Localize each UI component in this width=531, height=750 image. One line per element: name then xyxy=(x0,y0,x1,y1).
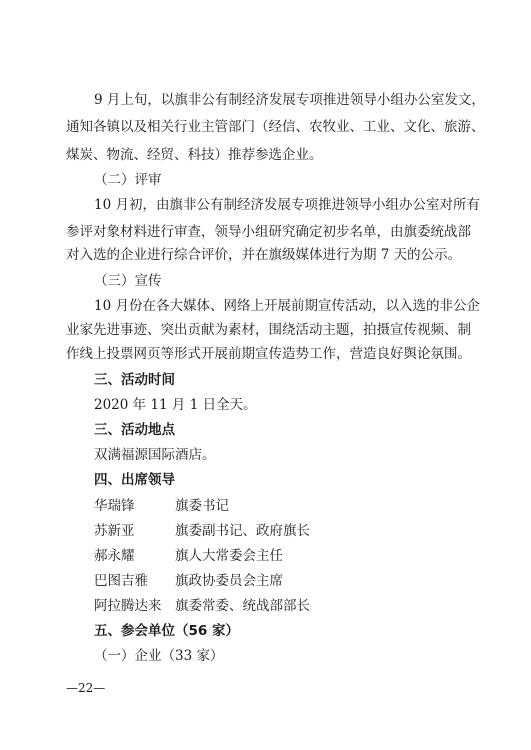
paragraph-line: 9 月上旬，以旗非公有制经济发展专项推进领导小组办公室发文， xyxy=(94,92,485,108)
leader-name: 阿拉腾达来 xyxy=(94,598,162,614)
page-number: —22— xyxy=(66,681,106,695)
leader-name: 华瑞锋 xyxy=(94,498,135,514)
paragraph-line: 10 月初，由旗非公有制经济发展专项推进领导小组办公室对所有 xyxy=(94,197,480,213)
section-heading-time: 三、活动时间 xyxy=(94,372,175,388)
leader-title: 旗委常委、统战部部长 xyxy=(175,598,310,614)
subheading-review: （二）评审 xyxy=(94,172,162,188)
leader-name: 郝永耀 xyxy=(94,548,135,564)
section-heading-leaders: 四、出席领导 xyxy=(94,472,175,488)
paragraph-line: 煤炭、物流、经贸、科技）推荐参选企业。 xyxy=(66,147,323,163)
leader-name: 巴图吉雅 xyxy=(94,573,148,589)
units-subheading: （一）企业（33 家） xyxy=(94,648,224,664)
section-heading-units: 五、参会单位（56 家） xyxy=(94,623,239,639)
leader-title: 旗委书记 xyxy=(175,498,229,514)
paragraph-line: 通知各镇以及相关行业主管部门（经信、农牧业、工业、文化、旅游、 xyxy=(66,119,485,135)
subheading-publicity: （三）宣传 xyxy=(94,273,162,289)
place-text: 双满福源国际酒店。 xyxy=(94,447,216,463)
paragraph-line: 10 月份在各大媒体、网络上开展前期宣传活动，以入选的非公企 xyxy=(94,298,480,314)
paragraph-line: 对入选的企业进行综合评价，并在旗级媒体进行为期 7 天的公示。 xyxy=(66,247,462,263)
leader-title: 旗人大常委会主任 xyxy=(175,548,283,564)
leader-title: 旗委副书记、政府旗长 xyxy=(175,523,310,539)
leader-name: 苏新亚 xyxy=(94,523,135,539)
time-text: 2020 年 11 月 1 日全天。 xyxy=(94,397,257,413)
leader-title: 旗政协委员会主席 xyxy=(175,573,283,589)
paragraph-line: 参评对象材料进行审查，领导小组研究确定初步名单，由旗委统战部 xyxy=(66,224,471,240)
paragraph-line: 作线上投票网页等形式开展前期宣传造势工作，营造良好舆论氛围。 xyxy=(66,346,471,362)
section-heading-place: 三、活动地点 xyxy=(94,422,175,438)
paragraph-line: 业家先进事迹、突出贡献为素材，围绕活动主题，拍摄宣传视频、制 xyxy=(66,322,471,338)
